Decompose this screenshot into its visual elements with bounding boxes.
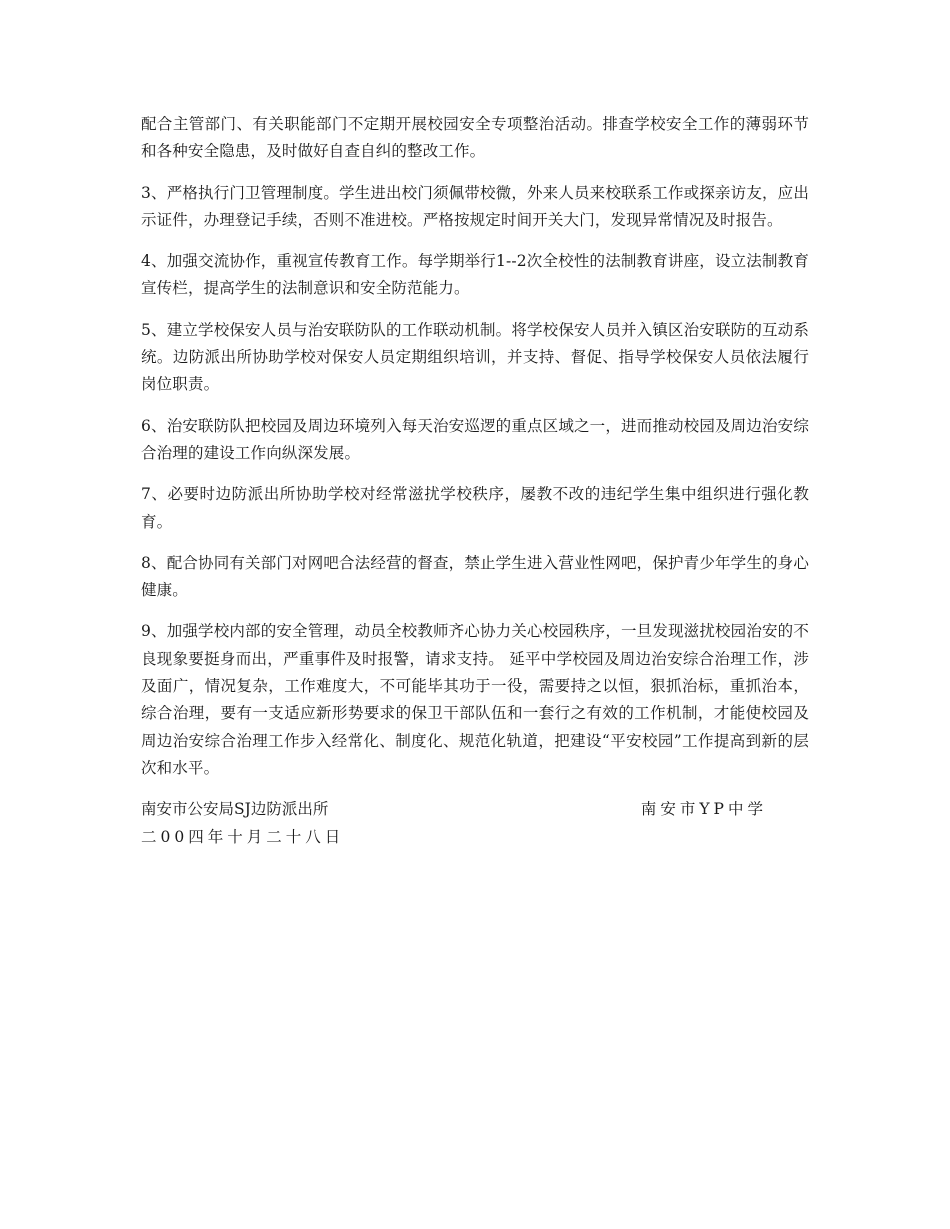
paragraph-intro: 配合主管部门、有关职能部门不定期开展校园安全专项整治活动。排查学校安全工作的薄弱环节和各种安全隐患，及时做好自查自纠的整改工作。 bbox=[141, 115, 809, 161]
paragraph-item-4: 4、加强交流协作，重视宣传教育工作。每学期举行1--2次全校性的法制教育讲座，设立法制教育宣传栏，提高学生的法制意识和安全防范能力。 bbox=[141, 252, 809, 298]
signature-block bbox=[141, 796, 809, 851]
signature-orgs-row bbox=[141, 796, 809, 823]
signature-left-org: 南安市公安局SJ边防派出所 bbox=[141, 800, 329, 819]
paragraph-item-3: 3、严格执行门卫管理制度。学生进出校门须佩带校微，外来人员来校联系工作或探亲访友，应出示证件，办理登记手续，否则不准进校。严格按规定时间开关大门，发现异常情况及时报告。 bbox=[141, 183, 809, 229]
paragraph-item-9: 9、加强学校内部的安全管理，动员全校教师齐心协力关心校园秩序，一旦发现滋扰校园治安的不良现象要挺身而出，严重事件及时报警，请求支持。 延平中学校园及周边治安综合治理工作，涉及面广，情况复杂，工作难度大，不可能毕其功于一役，需要持之以恒，狠抓治标，重抓治本，综合治理，要有一支适应新形势要求的保卫干部队伍和一套行之有效的工作机制，才能使校园及周边治安综合治理工作步入经常化、制度化、规范化轨道，把建设“平安校园”工作提高到新的层次和水平。 bbox=[141, 622, 809, 777]
paragraph-item-6: 6、治安联防队把校园及周边环境列入每天治安巡逻的重点区域之一，进而推动校园及周边治安综合治理的建设工作向纵深发展。 bbox=[141, 416, 809, 462]
paragraph-item-8: 8、配合协同有关部门对网吧合法经营的督查，禁止学生进入营业性网吧，保护青少年学生的身心健康。 bbox=[141, 553, 809, 600]
paragraph-item-7: 7、必要时边防派出所协助学校对经常滋扰学校秩序，屡教不改的违纪学生集中组织进行强化教育。 bbox=[141, 485, 809, 531]
paragraph-item-5: 5、建立学校保安人员与治安联防队的工作联动机制。将学校保安人员并入镇区治安联防的互动系统。边防派出所协助学校对保安人员定期组织培训，并支持、督促、指导学校保安人员依法履行岗位职责。 bbox=[141, 320, 809, 394]
signature-date: 二00四年十月二十八日 bbox=[141, 827, 345, 846]
document-body bbox=[141, 111, 809, 851]
signature-right-org: 南安市YP中学 bbox=[640, 800, 767, 819]
